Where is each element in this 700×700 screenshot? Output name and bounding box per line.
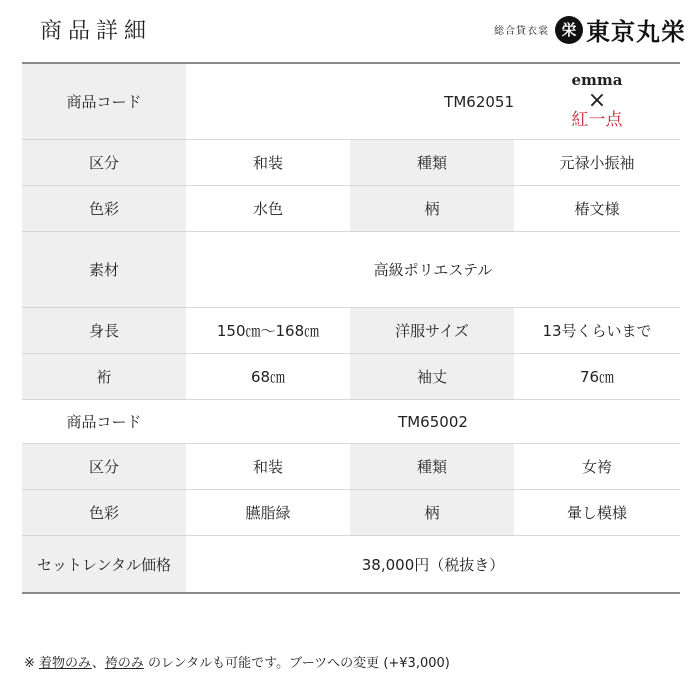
height-label: 身長 (22, 308, 186, 353)
category-value: 和装 (252, 154, 283, 172)
category-label: 区分 (22, 444, 186, 489)
category-value: 和装 (252, 458, 283, 476)
table-row (22, 140, 680, 186)
product-code-label: 商品コード (22, 400, 186, 443)
table-row (22, 400, 680, 444)
type-label: 種類 (350, 444, 514, 489)
table-row (22, 186, 680, 232)
collab-partner: 紅一点 (571, 110, 623, 130)
collab-cross-icon: × (587, 87, 607, 113)
page-title: 商品詳細 (40, 19, 153, 44)
product-code-value: TM62051 (444, 92, 514, 111)
sleeve-drop-label: 袖丈 (350, 354, 514, 399)
kimono-only-link[interactable]: 着物のみ (39, 656, 92, 671)
table-row (22, 64, 680, 140)
collab-logo (514, 64, 680, 139)
brand-name: 東京丸栄 (586, 18, 686, 46)
sleeve-length-value: 68㎝ (250, 368, 286, 386)
color-label: 色彩 (22, 186, 186, 231)
table-row (22, 490, 680, 536)
type-label: 種類 (350, 140, 514, 185)
footnote-prefix: ※ (24, 656, 40, 671)
table-row (22, 536, 680, 594)
pattern-value: 椿文様 (574, 200, 620, 218)
product-detail-table (22, 62, 680, 594)
product-code-value: TM65002 (398, 412, 468, 431)
color-value: 臙脂緑 (245, 504, 291, 522)
height-value: 150㎝～168㎝ (216, 322, 320, 340)
pattern-value: 暈し模様 (566, 504, 627, 522)
page-header (0, 0, 700, 60)
table-row (22, 444, 680, 490)
hakama-only-link[interactable]: 袴のみ (104, 656, 144, 671)
sleeve-length-label: 裄 (22, 354, 186, 399)
footnote-text: のレンタルも可能です。ブーツへの変更 (+¥3,000) (143, 656, 450, 671)
collab-brand: emma (571, 71, 623, 90)
product-code-label: 商品コード (22, 64, 186, 139)
category-label: 区分 (22, 140, 186, 185)
price-label: セットレンタル価格 (22, 536, 186, 592)
type-value: 女袴 (581, 458, 612, 476)
table-row (22, 308, 680, 354)
footnote (24, 652, 450, 671)
material-value: 高級ポリエステル (373, 261, 493, 279)
table-row (22, 232, 680, 308)
pattern-label: 柄 (350, 186, 514, 231)
material-label: 素材 (22, 232, 186, 307)
price-value: 38,000円（税抜き） (361, 555, 505, 574)
type-value: 元禄小振袖 (559, 154, 635, 172)
brand-logo (494, 12, 686, 47)
brand-crest-icon: 栄 (555, 16, 583, 44)
clothing-size-value: 13号くらいまで (542, 322, 652, 340)
footnote-separator: 、 (91, 656, 105, 671)
pattern-label: 柄 (350, 490, 514, 535)
color-value: 水色 (252, 200, 283, 218)
color-label: 色彩 (22, 490, 186, 535)
table-row (22, 354, 680, 400)
clothing-size-label: 洋服サイズ (350, 308, 514, 353)
product-code-value-cell (186, 64, 514, 139)
sleeve-drop-value: 76㎝ (579, 368, 615, 386)
brand-subtitle: 総合貸衣裳 (494, 26, 549, 37)
